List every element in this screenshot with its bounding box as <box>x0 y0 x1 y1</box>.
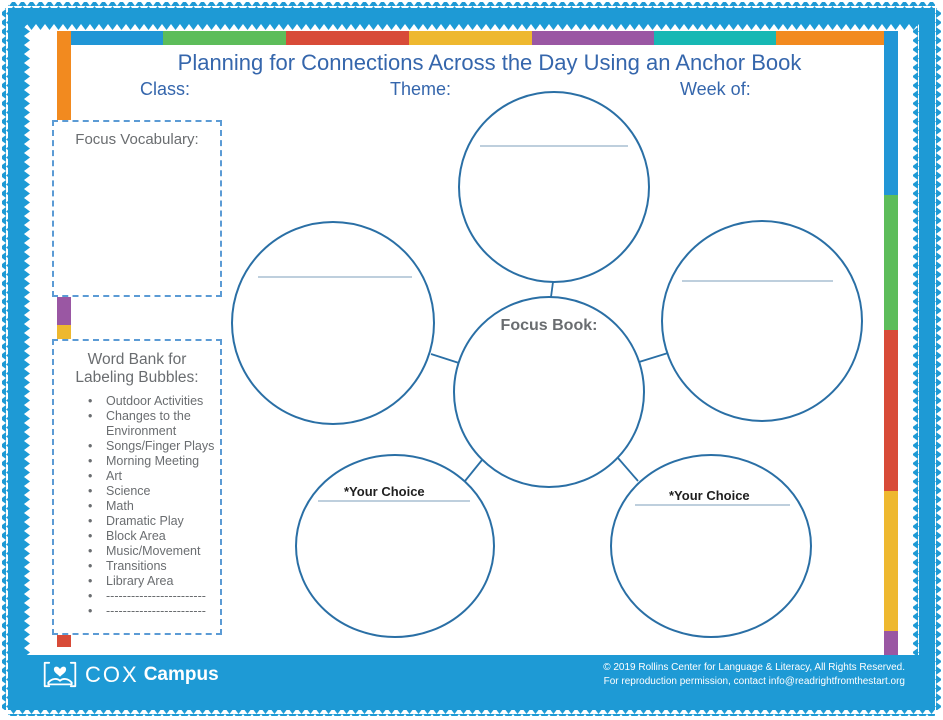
strip-segment-blue <box>71 31 163 45</box>
list-item: • Block Area <box>54 529 220 544</box>
word-bank-title <box>54 351 220 387</box>
list-item: • Music/Movement <box>54 544 220 559</box>
strip-segment-orange <box>57 31 71 121</box>
list-item: • Outdoor Activities <box>54 394 220 409</box>
your-choice-label-right: *Your Choice <box>669 488 750 503</box>
class-label: Class: <box>140 79 191 99</box>
book-heart-icon <box>42 660 78 689</box>
your-choice-label-left: *Your Choice <box>344 484 425 499</box>
strip-segment-red <box>884 330 898 491</box>
strip-segment-teal <box>654 31 776 45</box>
list-item: • Morning Meeting <box>54 454 220 469</box>
list-item: • Science <box>54 484 220 499</box>
list-item: • Songs/Finger Plays <box>54 439 220 454</box>
strip-segment-orange <box>776 31 884 45</box>
strip-segment-purple <box>532 31 654 45</box>
list-item: • Changes to the Environment <box>54 409 220 439</box>
focus-vocabulary-label: Focus Vocabulary: <box>75 131 199 148</box>
list-item: • Library Area <box>54 574 220 589</box>
top-color-strip <box>57 31 898 45</box>
word-bank-title-line1: Word Bank for <box>87 351 187 368</box>
list-item: • Art <box>54 469 220 484</box>
word-bank-box <box>52 339 222 635</box>
copyright-line2: For reproduction permission, contact info@readrightfromthestart.org <box>603 675 905 687</box>
focus-book-label: Focus Book: <box>500 317 598 334</box>
logo-cox-text: COX <box>85 661 139 687</box>
strip-segment-yellow <box>884 491 898 631</box>
list-item: • Dramatic Play <box>54 514 220 529</box>
strip-segment-green <box>884 195 898 330</box>
word-bank-title-line2: Labeling Bubbles: <box>75 369 199 386</box>
page-title: Planning for Connections Across the Day Using an Anchor Book <box>177 50 802 75</box>
footer-copyright <box>603 661 905 689</box>
footer-bar <box>24 655 919 694</box>
logo-campus-text: Campus <box>143 663 219 685</box>
focus-vocabulary-box <box>52 120 222 297</box>
list-item-blank-line: • ------------------------ <box>54 589 220 604</box>
list-item: • Transitions <box>54 559 220 574</box>
week-of-label: Week of: <box>680 79 751 99</box>
strip-segment-yellow <box>409 31 532 45</box>
list-item-blank-line: • ------------------------ <box>54 604 220 619</box>
cox-campus-logo <box>42 660 219 689</box>
word-bank-list <box>54 394 220 619</box>
list-item: • Math <box>54 499 220 514</box>
right-color-strip <box>884 31 898 655</box>
theme-label: Theme: <box>390 79 452 99</box>
strip-segment-red <box>286 31 409 45</box>
strip-segment-green <box>163 31 286 45</box>
strip-segment-purple <box>884 631 898 655</box>
copyright-line1: © 2019 Rollins Center for Language & Literacy, All Rights Reserved. <box>603 661 905 673</box>
